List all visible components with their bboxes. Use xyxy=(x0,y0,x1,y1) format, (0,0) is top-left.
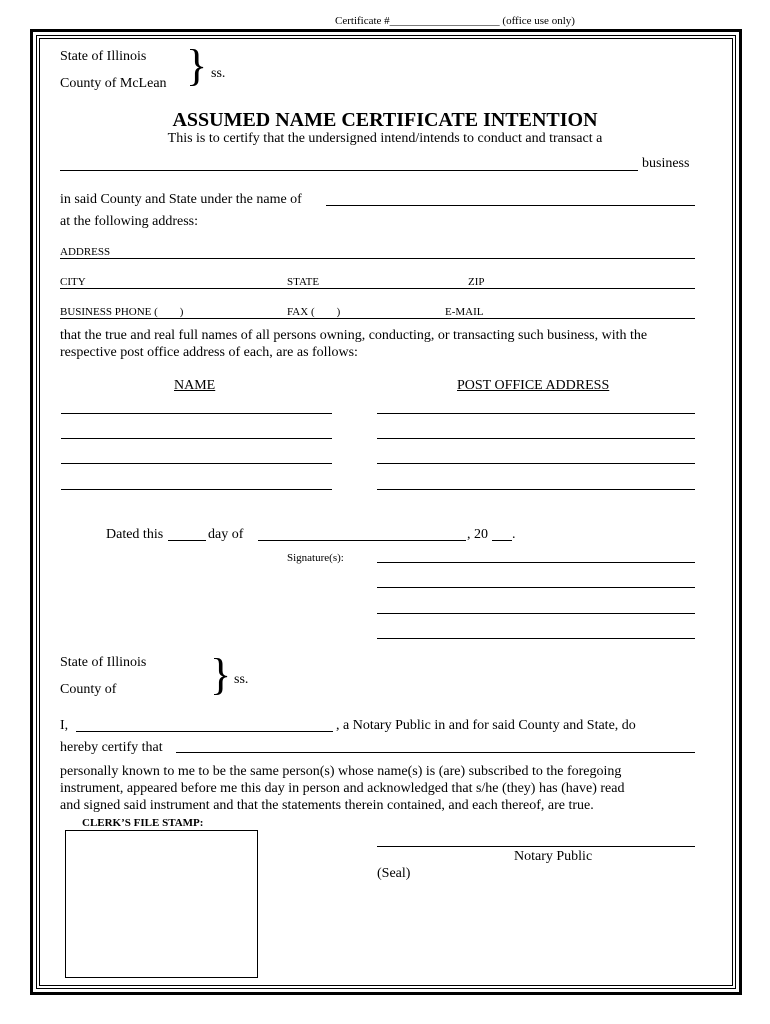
owners-text-line-2: respective post office address of each, are as follows: xyxy=(60,345,358,360)
signature-line-1[interactable] xyxy=(377,562,695,563)
notary-i-label: I, xyxy=(60,718,69,733)
business-type-line[interactable] xyxy=(60,170,638,171)
phone-fax-email-line[interactable] xyxy=(60,318,695,319)
dated-this-label: Dated this xyxy=(106,527,164,542)
post-office-address-column-header: POST OFFICE ADDRESS xyxy=(457,378,610,393)
ss-label-2: ss. xyxy=(234,672,249,687)
notary-paragraph-line-1: personally known to me to be the same person(s) whose name(s) is (are) subscribed to the foregoing xyxy=(60,764,622,779)
email-label: E-MAIL xyxy=(445,306,484,318)
owners-text-line-1: that the true and real full names of all persons owning, conducting, or transacting such business, with the xyxy=(60,328,648,343)
owner-address-line-2[interactable] xyxy=(377,438,695,439)
clerk-file-stamp-label: CLERK’S FILE STAMP: xyxy=(82,817,204,829)
signature-line-3[interactable] xyxy=(377,613,695,614)
owner-name-line-3[interactable] xyxy=(61,463,332,464)
year-suffix-label: . xyxy=(512,527,516,542)
notary-signature-line[interactable] xyxy=(377,846,695,847)
address-line[interactable] xyxy=(60,258,695,259)
zip-label: ZIP xyxy=(468,276,485,288)
signatures-label: Signature(s): xyxy=(287,552,344,564)
year-prefix-label: , 20 xyxy=(467,527,488,542)
venue-state-2: State of Illinois xyxy=(60,655,147,670)
owner-name-line-2[interactable] xyxy=(61,438,332,439)
owner-name-line-4[interactable] xyxy=(61,489,332,490)
owner-address-line-3[interactable] xyxy=(377,463,695,464)
brace-icon: } xyxy=(186,41,208,90)
notary-name-line[interactable] xyxy=(76,731,333,732)
at-address-label: at the following address: xyxy=(60,214,199,229)
signature-line-4[interactable] xyxy=(377,638,695,639)
seal-label: (Seal) xyxy=(377,866,411,881)
office-use-certificate-number: Certificate #____________________ (office use only) xyxy=(335,15,575,27)
ss-label-1: ss. xyxy=(211,66,226,81)
intro-text: This is to certify that the undersigned intend/intends to conduct and transact a xyxy=(167,131,603,146)
venue-state-1: State of Illinois xyxy=(60,49,147,64)
business-name-line[interactable] xyxy=(326,205,695,206)
city-state-zip-line[interactable] xyxy=(60,288,695,289)
day-of-label: day of xyxy=(208,527,244,542)
signature-line-2[interactable] xyxy=(377,587,695,588)
clerk-file-stamp-box xyxy=(65,830,258,978)
month-line[interactable] xyxy=(258,540,466,541)
business-word: business xyxy=(642,156,690,171)
notary-paragraph-line-2: instrument, appeared before me this day in person and acknowledged that s/he (they) has (have) read xyxy=(60,781,625,796)
day-line[interactable] xyxy=(168,540,206,541)
document-title: ASSUMED NAME CERTIFICATE INTENTION xyxy=(172,109,598,131)
notary-public-statement: , a Notary Public in and for said County and State, do xyxy=(336,718,636,733)
hereby-certify-label: hereby certify that xyxy=(60,740,163,755)
city-label: CITY xyxy=(60,276,86,288)
state-label: STATE xyxy=(287,276,320,288)
business-phone-label: BUSINESS PHONE ( ) xyxy=(60,306,184,318)
certify-names-line[interactable] xyxy=(176,752,695,753)
notary-paragraph-line-3: and signed said instrument and that the statements therein contained, and each thereof, are true. xyxy=(60,798,594,813)
owner-address-line-1[interactable] xyxy=(377,413,695,414)
owner-name-line-1[interactable] xyxy=(61,413,332,414)
name-column-header: NAME xyxy=(174,378,216,393)
under-name-label: in said County and State under the name of xyxy=(60,192,302,207)
year-line[interactable] xyxy=(492,540,512,541)
notary-public-label: Notary Public xyxy=(514,849,593,864)
fax-label: FAX ( ) xyxy=(287,306,341,318)
venue-county-2: County of xyxy=(60,682,117,697)
brace-icon: } xyxy=(210,650,232,699)
address-label: ADDRESS xyxy=(60,246,111,258)
owner-address-line-4[interactable] xyxy=(377,489,695,490)
venue-county-1: County of McLean xyxy=(60,76,167,91)
